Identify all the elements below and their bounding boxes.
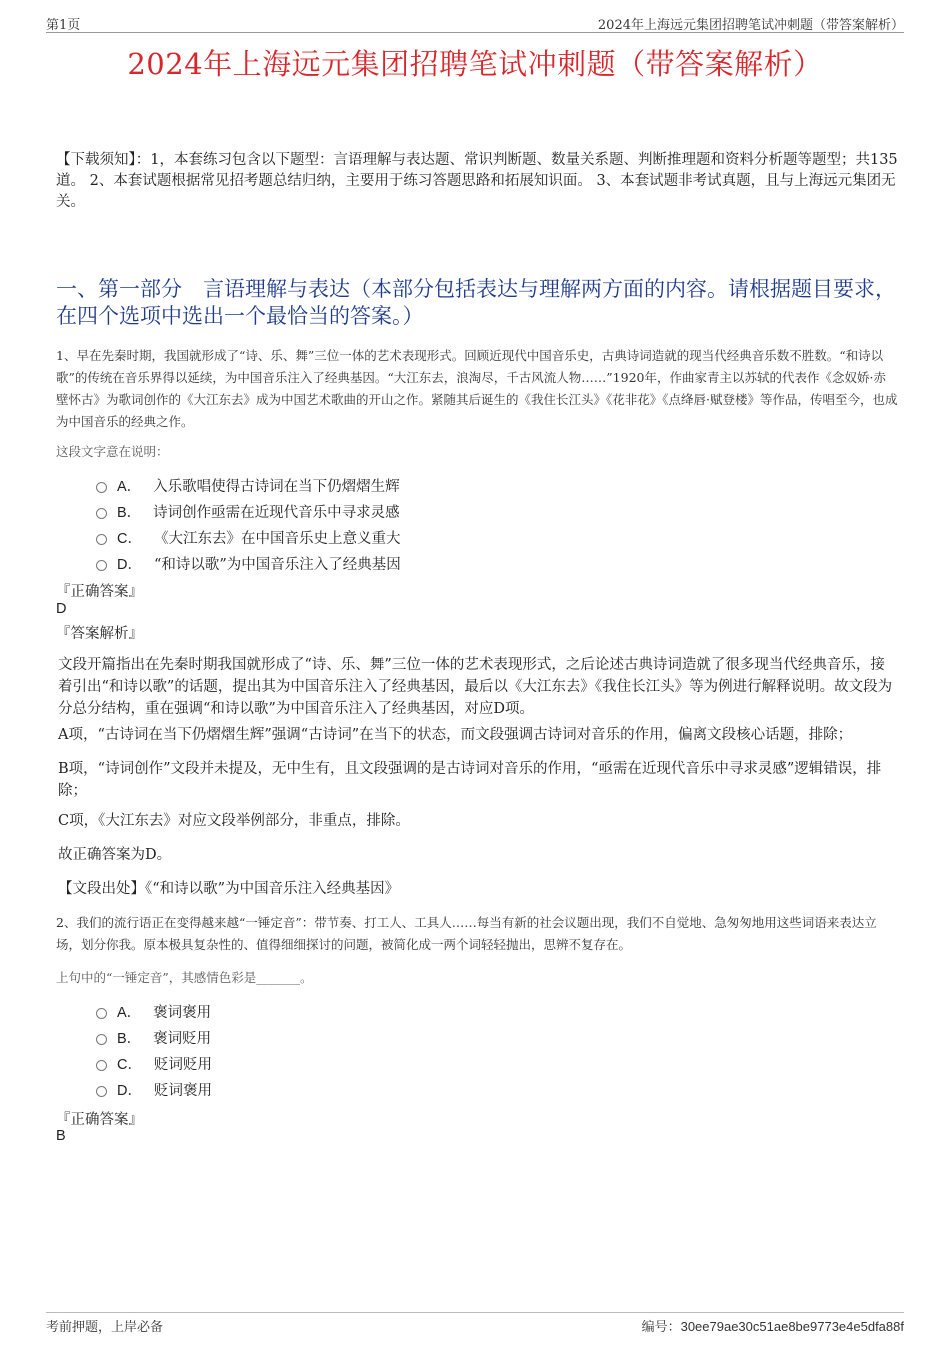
footer-doc-id: 编号：30ee79ae30c51ae8be9773e4e5dfa88f [641,1319,904,1334]
option-text: 贬词褒用 [153,1082,212,1099]
header-doc-title: 2024年上海远元集团招聘笔试冲刺题（带答案解析） [597,18,904,33]
analysis-label: 『答案解析』 [56,626,143,642]
option-text: 褒词贬用 [153,1030,212,1047]
source-citation: 【文段出处】《“和诗以歌”为中国音乐注入经典基因》 [58,881,400,897]
option-letter: D． [117,556,142,573]
option-letter: C． [117,530,142,547]
option-letter: B． [117,504,142,521]
question-1-options [96,472,896,576]
page-number: 第1页 [46,18,81,33]
option-text: 诗词创作亟需在近现代音乐中寻求灵感 [153,504,400,521]
page-title: 2024年上海远元集团招聘笔试冲刺题（带答案解析） [127,47,823,81]
radio-icon[interactable] [96,1060,107,1071]
section-heading: 一、第一部分 言语理解与表达（本部分包括表达与理解两方面的内容。请根据题目要求，在四个选项中选出一个最恰当的答案。） [56,277,896,328]
option-c[interactable] [96,524,896,550]
option-letter: B． [117,1030,142,1047]
option-letter: C． [117,1056,142,1073]
header-divider [46,32,904,33]
footer-divider [46,1312,904,1313]
radio-icon[interactable] [96,1086,107,1097]
analysis-paragraph: B项，“诗词创作”文段并未提及，无中生有，且文段强调的是古诗词对音乐的作用，“亟需在近现代音乐中寻求灵感”逻辑错误，排除； [58,761,882,799]
question-1-text: 1、早在先秦时期，我国就形成了“诗、乐、舞”三位一体的艺术表现形式。回顾近现代中国音乐史，古典诗词造就的现当代经典音乐数不胜数。“和诗以歌”的传统在音乐界得以延续，为中国音乐注入了经典基因。“大江东去，浪淘尽，千古风流人物……”1920年，作曲家青主以苏轼的代表作《念奴娇·赤壁怀古》为歌词创作的《大江东去》成为中国艺术歌曲的开山之作。紧随其后诞生的《我住长江头》《花非花》《点绛唇·赋登楼》等作品，传唱至今，也成为中国音乐的经典之作。 [56,348,898,429]
question-1-prompt: 这段文字意在说明： [56,444,169,459]
analysis-paragraph: 故正确答案为D。 [58,847,172,863]
analysis-paragraph: 文段开篇指出在先秦时期我国就形成了“诗、乐、舞”三位一体的艺术表现形式，之后论述古典诗词造就了很多现当代经典音乐，接着引出“和诗以歌”的话题，提出其为中国音乐注入了经典基因，最后以《大江东去》《我住长江头》等为例进行解释说明。故文段为分总分结构，重在强调“和诗以歌”为中国音乐注入了经典基因，对应D项。 [58,657,893,717]
option-b[interactable] [96,1024,896,1050]
analysis-paragraph: C项，《大江东去》对应文段举例部分，非重点，排除。 [58,813,410,829]
question-2-prompt: 上句中的“一锤定音”，其感情色彩是_______。 [56,970,313,985]
radio-icon[interactable] [96,508,107,519]
option-d[interactable] [96,550,896,576]
download-notice: 【下载须知】：1，本套练习包含以下题型：言语理解与表达题、常识判断题、数量关系题、判断推理题和资料分析题等题型；共135道。 2、本套试题根据常见招考题总结归纳，主要用于练习答题思路和拓展知识面。 3、本套试题非考试真题，且与上海远元集团无关。 [56,152,898,210]
correct-answer-label: 『正确答案』 [56,1112,143,1128]
question-2-text: 2、我们的流行语正在变得越来越“一锤定音”：带节奏、打工人、工具人……每当有新的社会议题出现，我们不自觉地、急匆匆地用这些词语来表达立场，划分你我。原本极具复杂性的、值得细细探讨的问题，被简化成一两个词轻轻抛出，思辨不复存在。 [56,915,877,952]
option-letter: A． [117,1004,142,1021]
option-b[interactable] [96,498,896,524]
footer-slogan: 考前押题，上岸必备 [46,1320,164,1335]
radio-icon[interactable] [96,534,107,545]
option-text: 《大江东去》在中国音乐史上意义重大 [153,530,401,547]
option-text: “和诗以歌”为中国音乐注入了经典基因 [153,556,401,573]
option-letter: D． [117,1082,142,1099]
option-text: 入乐歌唱使得古诗词在当下仍熠熠生辉 [153,478,400,495]
correct-answer: D [56,601,67,617]
option-d[interactable] [96,1076,896,1102]
correct-answer: B [56,1128,66,1144]
radio-icon[interactable] [96,1034,107,1045]
option-text: 褒词褒用 [153,1004,212,1021]
radio-icon[interactable] [96,1008,107,1019]
radio-icon[interactable] [96,560,107,571]
correct-answer-label: 『正确答案』 [56,584,143,600]
option-c[interactable] [96,1050,896,1076]
option-letter: A． [117,478,142,495]
analysis-paragraph: A项，“古诗词在当下仍熠熠生辉”强调“古诗词”在当下的状态，而文段强调古诗词对音乐的作用，偏离文段核心话题，排除； [58,727,853,743]
option-a[interactable] [96,998,896,1024]
option-text: 贬词贬用 [153,1056,212,1073]
option-a[interactable] [96,472,896,498]
question-2-options [96,998,896,1102]
radio-icon[interactable] [96,482,107,493]
